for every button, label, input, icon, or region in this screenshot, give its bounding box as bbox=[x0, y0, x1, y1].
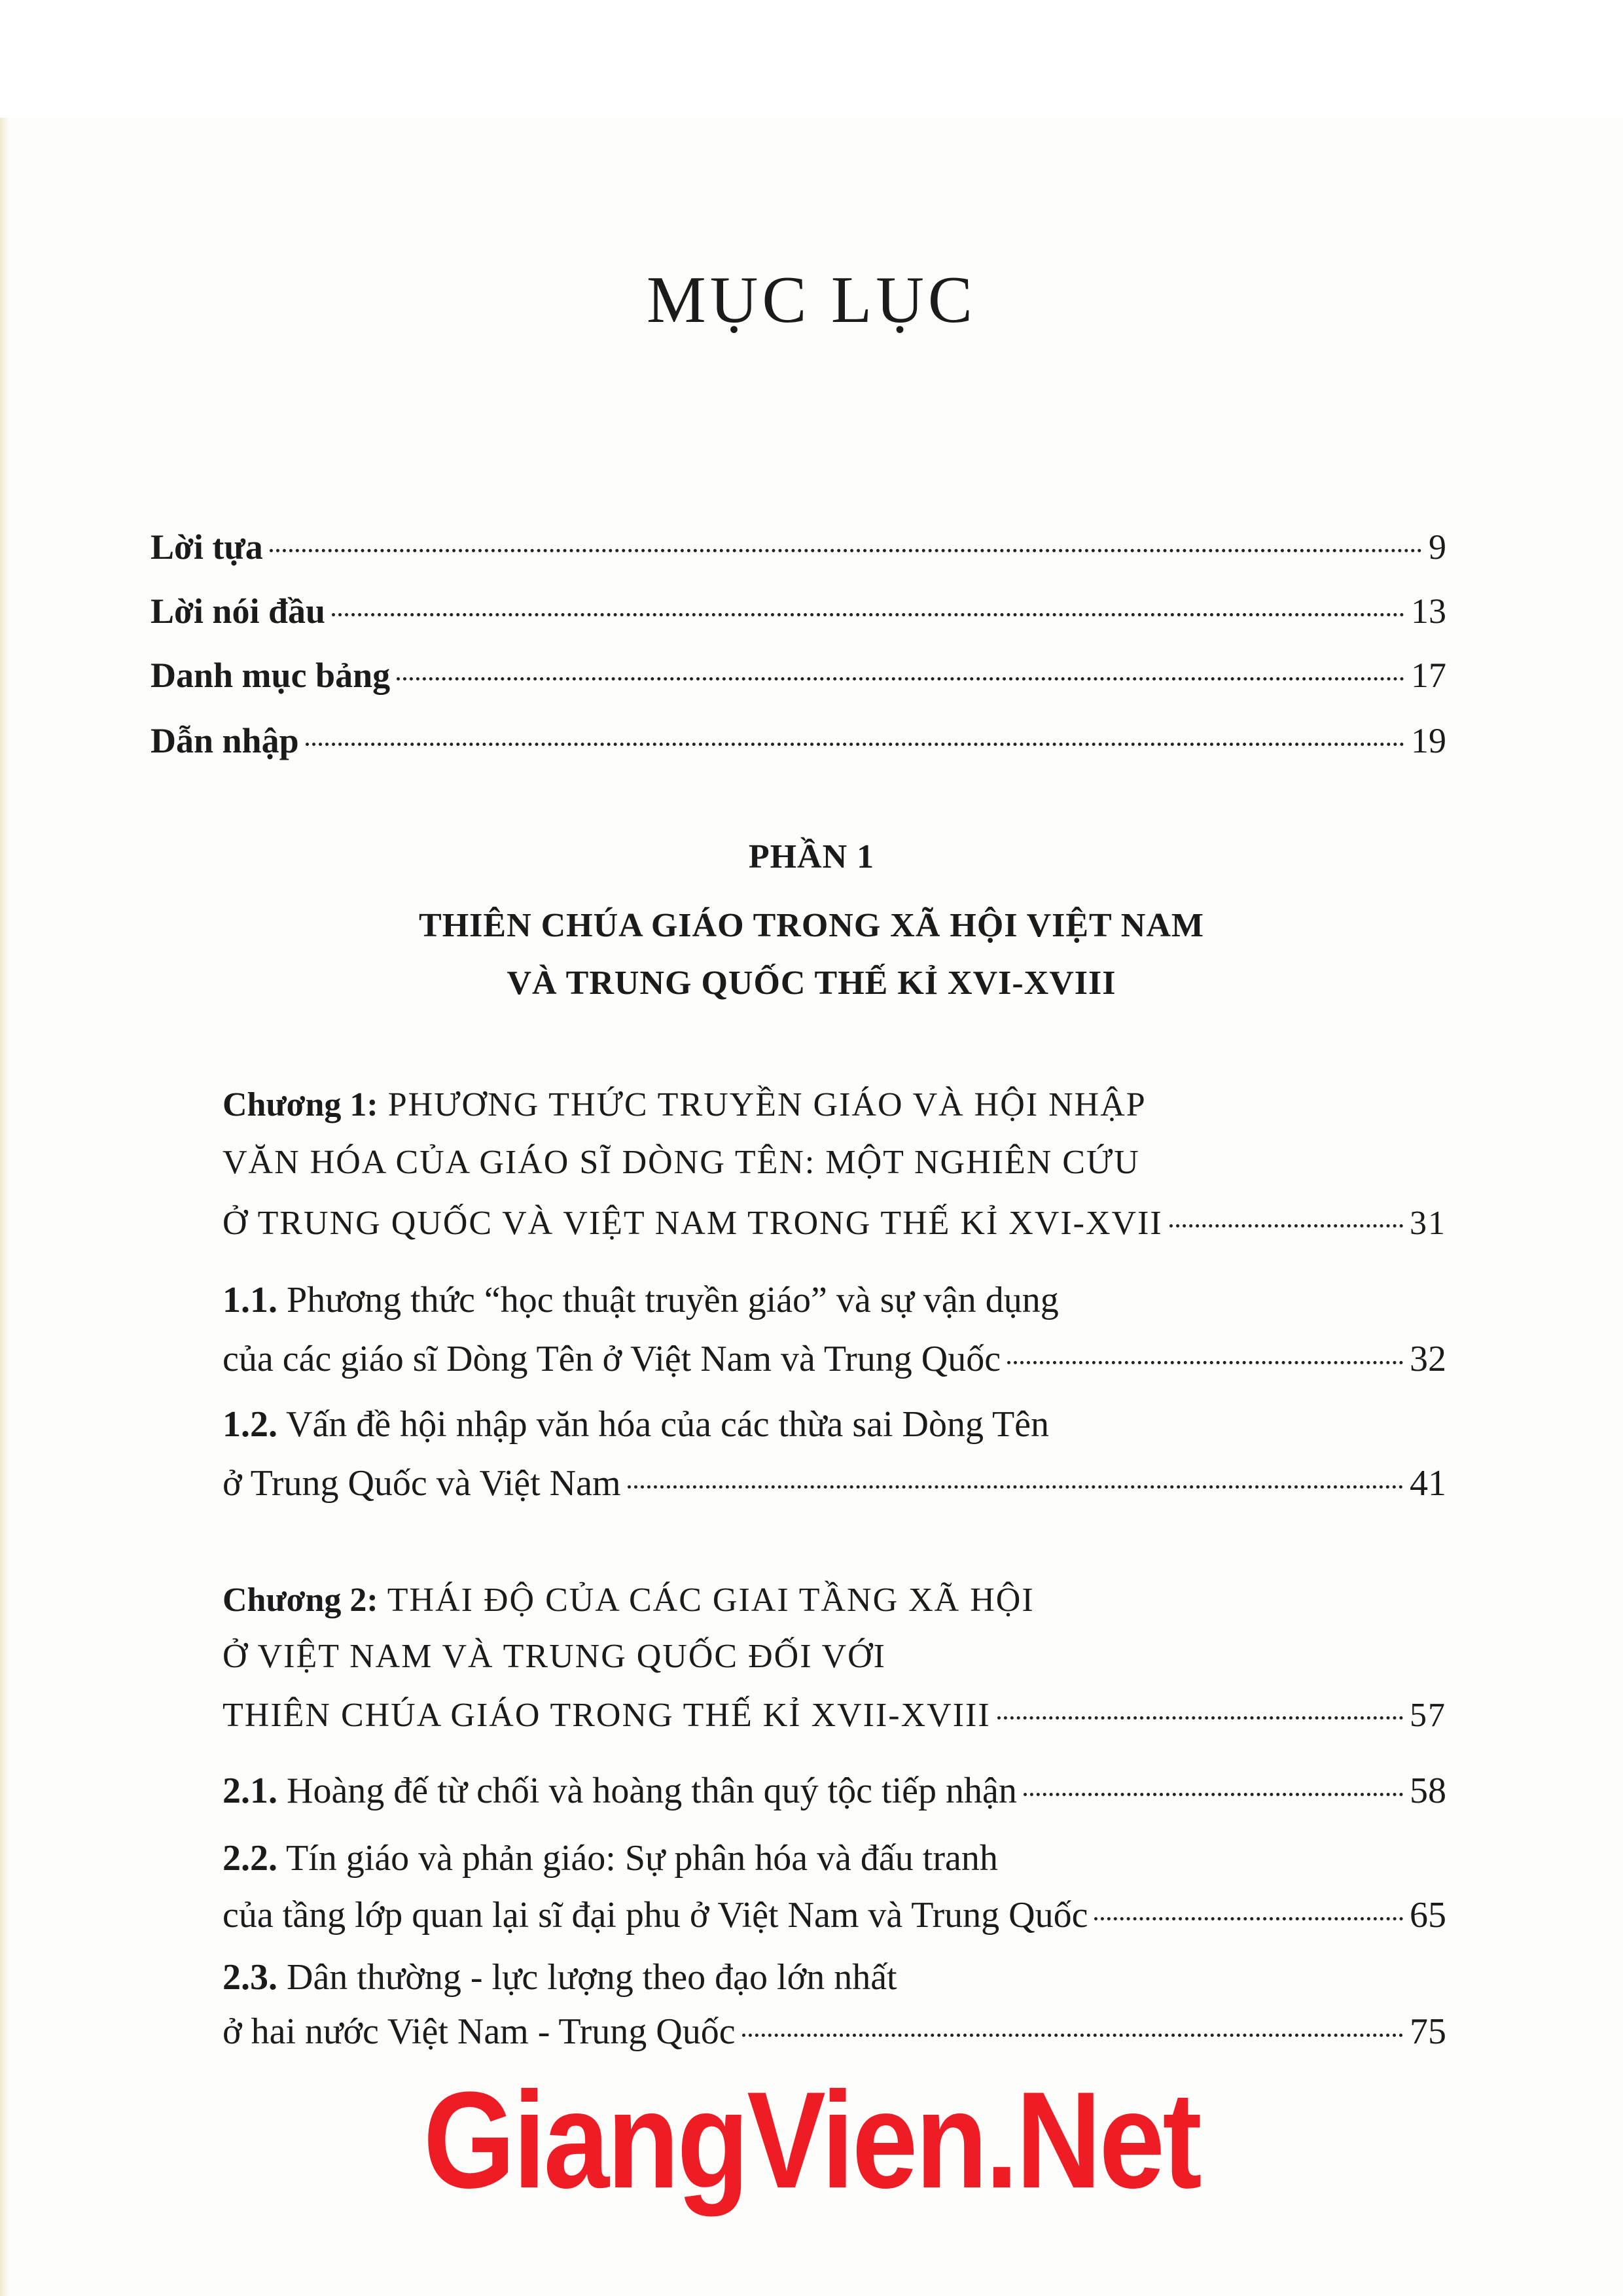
toc-page-number: 9 bbox=[1429, 527, 1446, 567]
toc-entry-loi-noi-dau[interactable] bbox=[151, 591, 1446, 631]
part-title-line2: VÀ TRUNG QUỐC THẾ KỈ XVI-XVIII bbox=[507, 964, 1116, 1002]
section-number: 1.2. bbox=[223, 1404, 277, 1445]
section-number: 2.3. bbox=[223, 1957, 277, 1998]
part-label: PHẦN 1 bbox=[748, 838, 875, 875]
dot-leader bbox=[1024, 1793, 1403, 1796]
chapter-1-heading-line2: VĂN HÓA CỦA GIÁO SĨ DÒNG TÊN: MỘT NGHIÊN CỨU bbox=[223, 1144, 1140, 1181]
section-1-1-line1[interactable] bbox=[223, 1279, 1446, 1321]
chapter-title-text: Ở TRUNG QUỐC VÀ VIỆT NAM TRONG THẾ KỈ XVI-XVII bbox=[223, 1205, 1163, 1242]
section-title-text: ở hai nước Việt Nam - Trung Quốc bbox=[223, 2011, 736, 2052]
section-title-text: của tầng lớp quan lại sĩ đại phu ở Việt Nam và Trung Quốc bbox=[223, 1895, 1088, 1935]
section-2-3-line1[interactable] bbox=[223, 1956, 1446, 1998]
dot-leader bbox=[332, 613, 1404, 616]
toc-page-number: 31 bbox=[1410, 1205, 1446, 1242]
toc-page-number: 32 bbox=[1410, 1339, 1446, 1379]
chapter-title-text: THÁI ĐỘ CỦA CÁC GIAI TẦNG XÃ HỘI bbox=[387, 1581, 1035, 1619]
page-top-margin bbox=[0, 0, 1623, 118]
section-2-2-line2[interactable] bbox=[223, 1894, 1446, 1936]
section-title-text: Hoàng đế từ chối và hoàng thân quý tộc tiếp nhận bbox=[287, 1771, 1017, 1811]
chapter-2-heading-line3[interactable] bbox=[223, 1696, 1446, 1735]
chapter-lead: Chương 1: bbox=[223, 1086, 378, 1123]
chapter-1-heading-line1[interactable] bbox=[223, 1076, 1446, 1134]
dot-leader bbox=[1169, 1224, 1403, 1227]
chapter-lead: Chương 2: bbox=[223, 1581, 378, 1619]
toc-page-number: 41 bbox=[1410, 1463, 1446, 1504]
toc-page-number: 75 bbox=[1410, 2011, 1446, 2052]
dot-leader bbox=[397, 677, 1404, 680]
dot-leader bbox=[628, 1485, 1403, 1489]
toc-entry-label: Dẫn nhập bbox=[151, 721, 299, 760]
dot-leader bbox=[306, 743, 1404, 746]
section-title-text: Vấn đề hội nhập văn hóa của các thừa sai Dòng Tên bbox=[286, 1404, 1050, 1445]
section-1-2-line2[interactable] bbox=[223, 1462, 1446, 1504]
part-title-line1: THIÊN CHÚA GIÁO TRONG XÃ HỘI VIỆT NAM bbox=[419, 907, 1204, 944]
dot-leader bbox=[1007, 1361, 1403, 1364]
section-1-1-line2[interactable] bbox=[223, 1338, 1446, 1380]
section-number: 2.1. bbox=[223, 1771, 277, 1811]
section-title-text: ở Trung Quốc và Việt Nam bbox=[223, 1463, 621, 1504]
toc-page-number: 19 bbox=[1411, 721, 1446, 760]
toc-page-number: 13 bbox=[1411, 592, 1446, 631]
section-number: 1.1. bbox=[223, 1280, 277, 1320]
section-2-2-line1[interactable] bbox=[223, 1837, 1446, 1879]
chapter-title-text: PHƯƠNG THỨC TRUYỀN GIÁO VÀ HỘI NHẬP bbox=[387, 1086, 1147, 1123]
toc-entry-dan-nhap[interactable] bbox=[151, 720, 1446, 761]
section-title-text: Dân thường - lực lượng theo đạo lớn nhất bbox=[287, 1957, 897, 1998]
page-title: MỤC LỤC bbox=[647, 263, 976, 337]
toc-page-number: 17 bbox=[1411, 656, 1446, 695]
toc-entry-loi-tua[interactable] bbox=[151, 527, 1446, 567]
dot-leader bbox=[997, 1716, 1403, 1720]
chapter-title-text: THIÊN CHÚA GIÁO TRONG THẾ KỈ XVII-XVIII bbox=[223, 1697, 991, 1734]
section-title-text: Phương thức “học thuật truyền giáo” và sự vận dụng bbox=[287, 1280, 1059, 1320]
dot-leader bbox=[270, 549, 1422, 552]
section-1-2-line1[interactable] bbox=[223, 1404, 1446, 1445]
section-2-3-line2[interactable] bbox=[223, 2011, 1446, 2053]
dot-leader bbox=[742, 2034, 1403, 2037]
toc-page-number: 57 bbox=[1410, 1697, 1446, 1734]
watermark-logo: GiangVien.Net bbox=[423, 2063, 1200, 2217]
toc-entry-label: Lời tựa bbox=[151, 527, 263, 567]
toc-entry-label: Danh mục bảng bbox=[151, 656, 391, 695]
chapter-2-heading-line2: Ở VIỆT NAM VÀ TRUNG QUỐC ĐỐI VỚI bbox=[223, 1638, 886, 1675]
toc-page-number: 65 bbox=[1410, 1895, 1446, 1935]
toc-entry-danh-muc-bang[interactable] bbox=[151, 655, 1446, 696]
section-title-text: Tín giáo và phản giáo: Sự phân hóa và đấu tranh bbox=[286, 1838, 998, 1879]
toc-entry-label: Lời nói đầu bbox=[151, 592, 326, 631]
toc-page-number: 58 bbox=[1410, 1771, 1446, 1811]
page-edge bbox=[0, 118, 9, 2296]
section-number: 2.2. bbox=[223, 1838, 277, 1879]
dot-leader bbox=[1094, 1917, 1403, 1920]
section-2-1[interactable] bbox=[223, 1770, 1446, 1812]
section-title-text: của các giáo sĩ Dòng Tên ở Việt Nam và Trung Quốc bbox=[223, 1339, 1001, 1379]
chapter-1-heading-line3[interactable] bbox=[223, 1204, 1446, 1243]
chapter-2-heading-line1[interactable] bbox=[223, 1572, 1446, 1629]
